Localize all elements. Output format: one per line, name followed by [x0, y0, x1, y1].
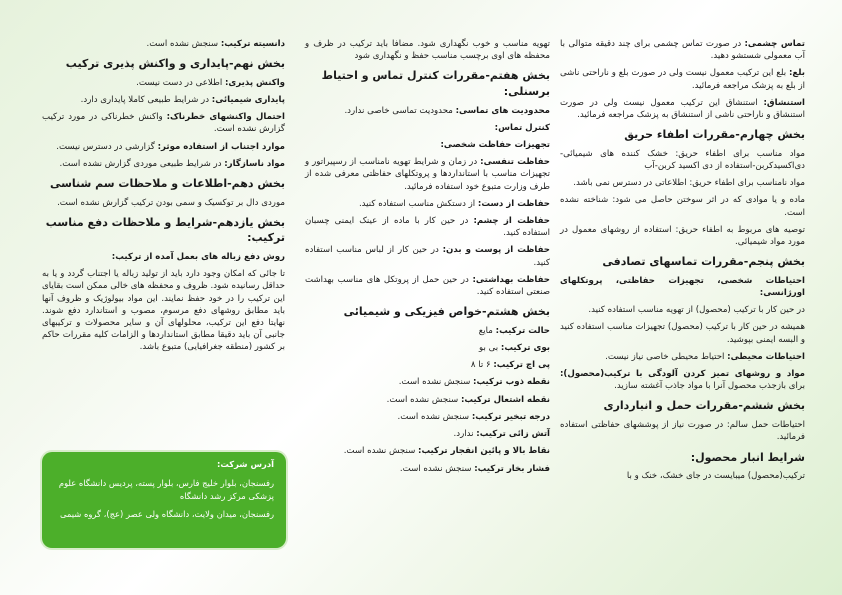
left-column	[42, 38, 285, 359]
property-row: نقطه اشتعال ترکیب: سنجش نشده است.	[386, 394, 550, 405]
address-line-1: رفسنجان، بلوار خلیج فارس، بلوار پسته، پردیس دانشگاه علوم پزشکی مرکز رشد دانشگاه	[58, 478, 274, 502]
exposure-limits-paragraph: محدودیت های تماسی: محدودیت تماسی خاصی ندارد.	[344, 105, 550, 116]
property-row: آتش زائی ترکیب: ندارد.	[453, 429, 550, 440]
storage-paragraph: ترکیب(محصول) میبایست در جای خشک، خنک و با	[626, 471, 805, 482]
protective-equipment-paragraph: همیشه در حین کار با ترکیب (محصول) تجهیزات مناسب استفاده کنید و البسه ایمنی بپوشید.	[560, 322, 805, 345]
safe-handling-paragraph: احتیاطات حمل سالم: در صورت نیاز از پوششهای حفاظتی استفاده فرمائید.	[560, 420, 805, 443]
respiratory-protection-paragraph: حفاظت تنفسی: در زمان و شرایط تهویه نامناسب از رسپیراتور و تجهیزات مناسب با استانداردها و پروتکلهای حفاظتی معرفی شده از طرف وزارت متبوع خود استفاده فرمائید.	[305, 157, 550, 192]
section-7-heading: بخش هفتم-مقررات کنترل تماس و احتیاط برسنلی:	[321, 69, 550, 99]
waste-disposal-paragraph: تا جائی که امکان وجود دارد باید از تولید زباله یا اجتناب گردد و یا به حداقل رسانیده شود. ظروف و محفظه های خالی ممکن است بقایای این ترکیب را در خود حفظ نمایند. این مواد بیولوژیک و ظروف آنها باید مطابق روشهای دفع مرسوم، مصوب و استاندارد دفع شوند. نهایتا دفع این ترکیب، محلولهای آن و سایر محصولات و ترکیبهای جانبی آن باید دقیقا مطابق استانداردها و الزامات کلیه مقررات حاکم بر کشور (منطقه جغرافیایی) متبوع باشد.	[42, 269, 285, 353]
combustion-products-paragraph: ماده و یا موادی که در اثر سوختن حاصل می شود: شناخته نشده است.	[560, 195, 805, 218]
address-title: آدرس شرکت:	[217, 459, 274, 469]
section-8-heading: بخش هشتم-خواص فیزیکی و شیمیائی	[343, 305, 550, 319]
section-6-heading: بخش ششم-مقررات حمل و انبارداری	[603, 399, 805, 413]
incompatible-materials-paragraph: مواد ناسازگار: در شرایط طبیعی موردی گزارش نشده است.	[59, 158, 285, 169]
hand-protection-paragraph: حفاظت از دست: از دستکش مناسب استفاده کنید.	[358, 198, 550, 209]
eye-protection-paragraph: حفاظت از چشم: در حین کار با ماده از عینک ایمنی چسبان استفاده کنید.	[305, 216, 550, 239]
property-row: پی اچ ترکیب: ۶ تا ۸	[470, 360, 550, 371]
hazardous-reactions-paragraph: احتمال واکنشهای خطرناک: واکنش خطرناکی در مورد ترکیب گزارش نشده است.	[42, 112, 285, 135]
firefighting-advice-paragraph: توصیه های مربوط به اطفاء حریق: استفاده از روشهای معمول در مورد مواد شیمیائی.	[560, 224, 805, 248]
middle-column	[305, 38, 550, 480]
suitable-extinguisher-paragraph: مواد مناسب برای اطفاء حریق: خشک کننده های شیمیائی-دی‌اکسیدکربن-استفاده از دی اکسید کربن-آب	[560, 148, 805, 172]
ingestion-paragraph: بلع: بلع این ترکیب معمول نیست ولی در صورت بلع و ناراحتی ناشی از بلع به پزشک مراجعه فرمائید.	[560, 68, 805, 91]
property-row: نقطه ذوب ترکیب: سنجش نشده است.	[398, 377, 550, 388]
company-address-box	[42, 452, 286, 548]
section-4-heading: بخش چهارم-مقررات اطفاء حریق	[624, 128, 805, 142]
toxicology-paragraph: موردی دال بر توکسیک و سمی بودن ترکیب گزارش نشده است.	[57, 197, 285, 208]
chemical-stability-paragraph: پایداری شیمیائی: در شرایط طبیعی کاملا پایداری دارد.	[80, 95, 285, 106]
inhalation-paragraph: استنشاق: استنشاق این ترکیب معمول نیست ولی در صورت استنشاق و ناراحتی ناشی از استنشاق به پزشک مراجعه فرمائید.	[560, 97, 805, 121]
section-5-heading: بخش پنجم-مقررات تماسهای تصادفی	[602, 255, 805, 269]
waste-disposal-label: روش دفع زباله های بعمل آمده از ترکیب:	[111, 252, 285, 263]
property-row: بوی ترکیب: بی بو	[479, 343, 550, 354]
cleanup-paragraph: مواد و روشهای تمیز کردن آلودگی با ترکیب(محصول): برای بازجذب محصول آنرا با مواد جاذب آغشته سازید.	[560, 369, 805, 392]
storage-heading: شرایط انبار محصول:	[690, 450, 805, 464]
property-row: درجه تبخیر ترکیب: سنجش نشده است.	[397, 411, 550, 422]
density-paragraph: دانسیته ترکیب: سنجش نشده است.	[146, 39, 285, 49]
property-row: فشار بخار ترکیب: سنجش نشده است.	[399, 463, 550, 474]
property-row: حالت ترکیب: مایع	[478, 325, 550, 336]
right-column	[560, 38, 805, 487]
reactivity-paragraph: واکنش پذیری: اطلاعی در دست نیست.	[136, 77, 285, 88]
storage-continuation-paragraph: تهویه مناسب و خوب نگهداری شود. مضافا باید ترکیب در ظرف و محفظه های اوی برچسب مناسب حفظ و نگهداری شود	[305, 39, 550, 62]
conditions-to-avoid-paragraph: موارد اجتناب از استفاده موثر: گزارشی در دسترس نیست.	[56, 141, 285, 152]
ventilation-paragraph: در حین کار با ترکیب (محصول) از تهویه مناسب استفاده کنید.	[588, 305, 805, 316]
skin-protection-paragraph: حفاظت از پوست و بدن: در حین کار از لباس مناسب استفاده کنید.	[305, 245, 550, 268]
hygiene-protection-paragraph: حفاظت بهداشتی: در حین حمل از پروتکل های مناسب بهداشت صنعتی استفاده کنید.	[305, 274, 550, 298]
address-line-2: رفسنجان، میدان ولایت، دانشگاه ولی عصر (عج)، گروه شیمی	[59, 509, 274, 520]
section-9-heading: بخش نهم-پایداری و واکنش پذیری ترکیب	[65, 57, 285, 71]
section-10-heading: بخش دهم-اطلاعات و ملاحظات سم شناسی	[49, 177, 285, 191]
exposure-control-label: کنترل تماس:	[494, 122, 550, 133]
ppe-label: تجهیزات حفاظت شخصی:	[440, 140, 550, 151]
unsuitable-extinguisher-paragraph: مواد نامناسب برای اطفاء حریق: اطلاعاتی در دسترس نمی باشد.	[573, 178, 805, 189]
personal-precautions-label: احتیاطات شخصی، تجهیزات حفاظتی، پروتکلهای اورژانسی:	[560, 275, 805, 299]
property-row: نقاط بالا و پائین انفجار ترکیب: سنجش نشده است.	[343, 446, 550, 457]
section-11-heading: بخش یازدهم-شرایط و ملاحظات دفع مناسب ترکیب:	[45, 215, 285, 245]
environmental-precautions-paragraph: احتیاطات محیطی: احتیاط محیطی خاصی نیاز نیست.	[605, 351, 805, 362]
eye-contact-paragraph: تماس چشمی: در صورت تماس چشمی برای چند دقیقه متوالی با آب معمولی شستشو دهید.	[560, 39, 805, 62]
